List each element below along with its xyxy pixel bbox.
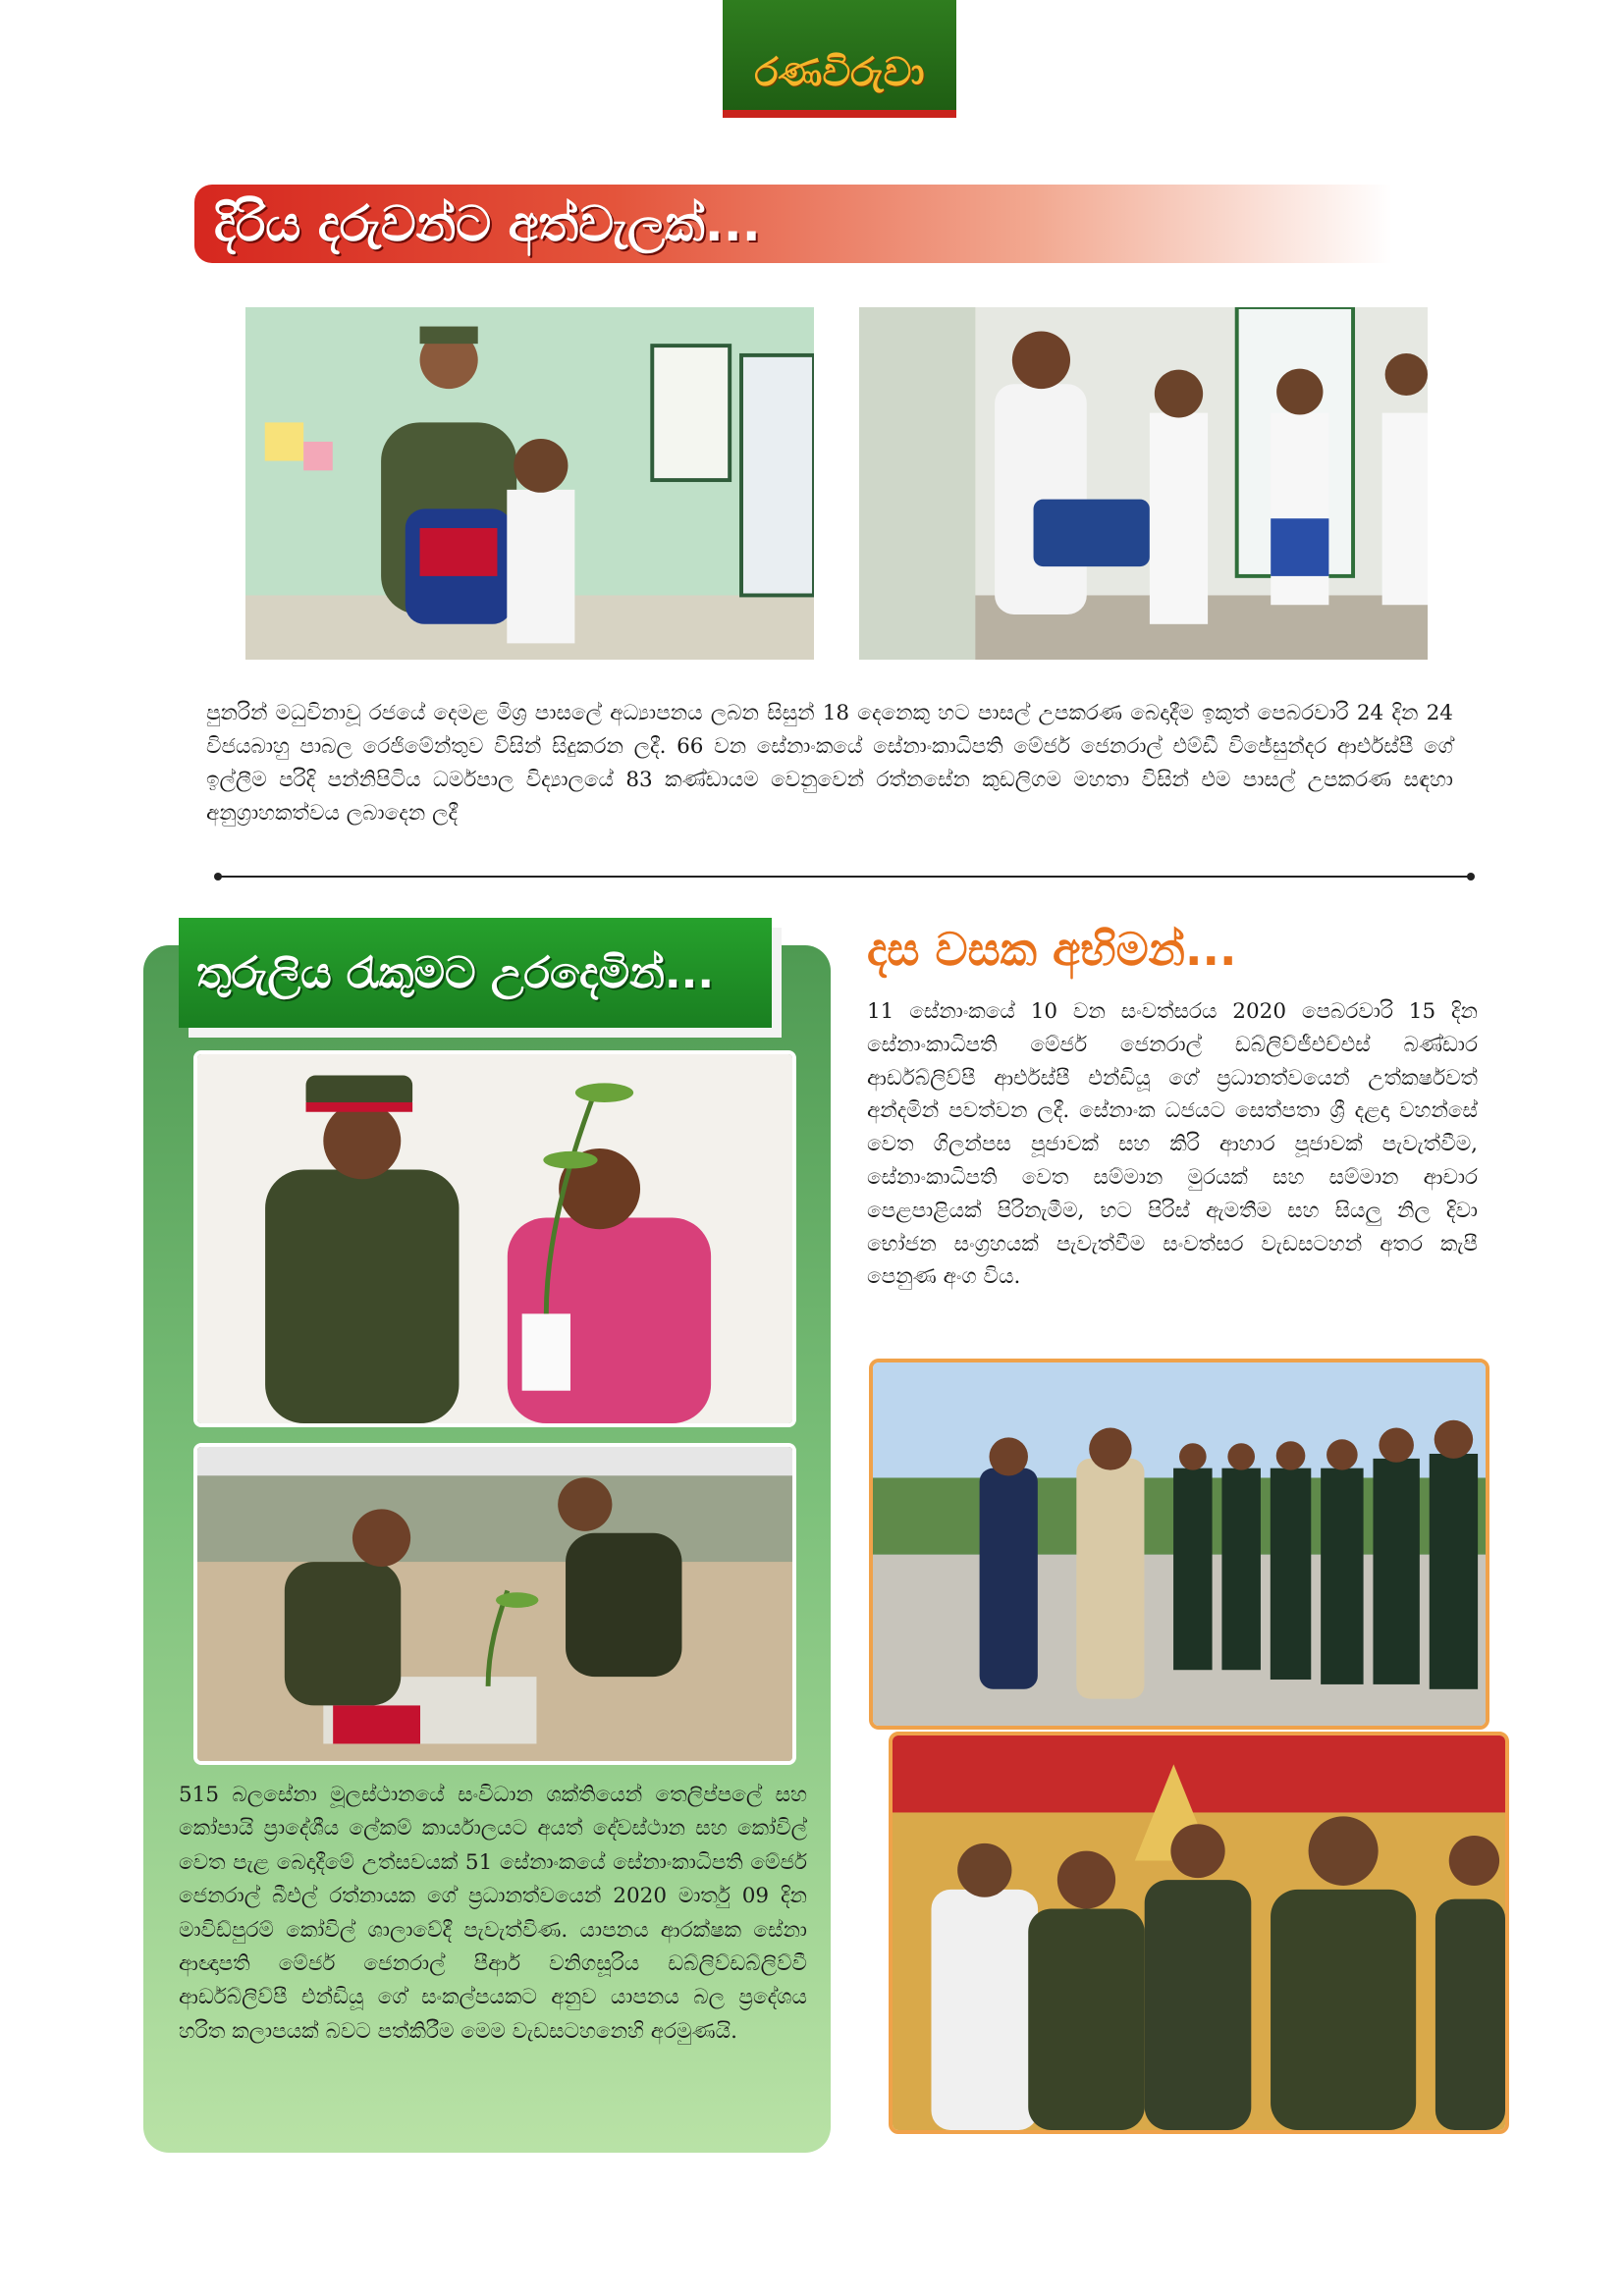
article3-heading: දස වසක අභිමන්... <box>867 923 1237 976</box>
photo-soldiers-plant-tree <box>193 1443 796 1765</box>
article2-body: 515 බලසේනා මූලස්ථානයේ සංවිධාන ශක්තියෙන් තෙලිප්පලේ සහ කෝපායි ප්‍රාදේශීය ලේකම් කාර්යාලයට අයත් දේවස්ථාන සහ කෝවිල් වෙත පැළ බෙදාදීමේ උත්සවයක් 51 සේනාංකයේ සේනාංකාධිපති මේජර් ජෙනරාල් බීඑල් රත්නායක ගේ ප්‍රධානත්වයෙන් 2020 මාර්තු 09 දින මාවිඩ්පුරම් කෝවිල් ශාලාවේදී පැවැත්විණ. යාපනය ආරක්ෂක සේනා ආඥාපති මේජර් ජෙනරාල් පීආර් වනිගසූරිය ඩබ්ලිව්ඩබ්ලිව්වී ආර්ඩබ්ලිව්පී එන්ඩියූ ගේ සංකල්පයකට අනුව යාපනය බල ප්‍රදේශය හරිත කලාපයක් බවට පත්කිරීම මෙම වැඩසටහනෙහි අරමුණයි. <box>179 1783 807 2044</box>
photo-guard-of-honour <box>869 1359 1489 1730</box>
photo-officers-worship <box>889 1732 1509 2134</box>
photo-officer-gives-schoolbag <box>242 303 818 664</box>
article2-heading: තුරුලිය රැකුමට උරදෙමින්... <box>196 947 715 998</box>
article1-heading-bar <box>194 185 1392 263</box>
article1-heading: දිරිය දරුවන්ට අත්වැලක්... <box>214 194 761 252</box>
section-divider <box>218 876 1471 878</box>
photo-civilian-gives-schoolbag <box>855 303 1432 664</box>
photo-officer-gives-plant <box>193 1050 796 1427</box>
article1-body: පුනරින් මධුවිනාවූ රජයේ දෙමළ මිශ්‍ර පාසලේ අධ්‍යාපනය ලබන සිසුන් 18 දෙනෙකු හට පාසල් උපකරණ බෙදාදීම ඉකුත් පෙබරවාරි 24 දින 24 විජයබාහු පාබල රෙජිමේන්තුව විසින් සිදුකරන ලදී. 66 වන සේනාංකයේ සේනාංකාධිපති මේජර් ජෙනරාල් එම්ඩී විජේසුන්දර ආර්එස්පී ගේ ඉල්ලීම පරිදි පන්නිපිටිය ධර්මපාල විද්‍යාලයේ 83 කණ්ඩායම වෙනුවෙන් රත්නසේන කුඩලිගම මහතා විසින් එම පාසල් උපකරණ සඳහා අනුග්‍රාහකත්වය ලබාදෙන ලදී <box>206 701 1453 826</box>
masthead <box>723 0 956 118</box>
masthead-title: රණවිරුවා <box>754 50 925 95</box>
article2-heading-box <box>179 918 772 1028</box>
article3-body: 11 සේනාංකයේ 10 වන සංවත්සරය 2020 පෙබරවාරි 15 දින සේනාංකාධිපති මේජර් ජෙනරාල් ඩබ්ලිව්ජීඑච්එස් බණ්ඩාර ආර්ඩබ්ලිව්පී ආර්එස්පී එන්ඩියූ ගේ ප්‍රධානත්වයෙන් උත්කර්ෂවත් අන්දමින් පවත්වන ලදී. සේනාංක ධජයට සෙත්පතා ශ්‍රී දළදා වහන්සේ වෙත ගිලන්පස පූජාවක් සහ කිරි ආහාර පූජාවක් පැවැත්වීම, සේනාංකාධිපති වෙත සම්මාන මුරයක් සහ සම්මාන ආචාර පෙළපාළියක් පිරිනැමීම, භට පිරිස් ඇමතීම සහ සියලු නිල දිවා භෝජන සංග්‍රහයක් පැවැත්වීම සංවත්සර වැඩසටහන් අතර කැපී පෙනුණ අංග විය. <box>867 999 1478 1290</box>
